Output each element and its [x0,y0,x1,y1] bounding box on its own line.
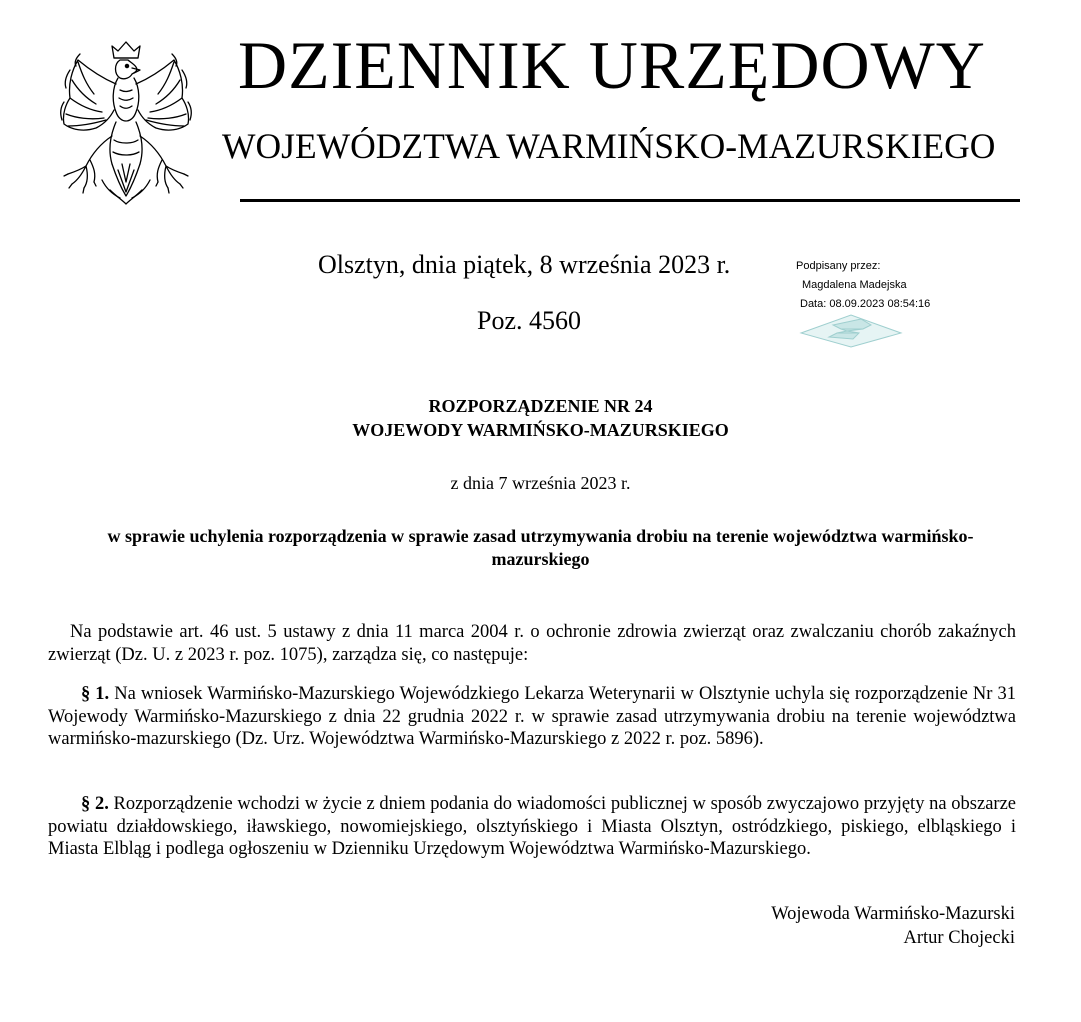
legal-basis-paragraph: Na podstawie art. 46 ust. 5 ustawy z dnia 11 marca 2004 r. o ochronie zdrowia zwierząt oraz zwalczaniu chorób zakaźnych zwierząt (Dz. U. z 2023 r. poz. 1075), zarządza się, co następuje: [48,622,1016,665]
section-2-paragraph [48,793,1016,861]
signer-name: Artur Chojecki [903,928,1015,948]
header-divider [240,199,1020,202]
journal-subtitle: WOJEWÓDZTWA WARMIŃSKO-MAZURSKIEGO [222,126,996,166]
section-2-mark: § 2. [81,794,109,814]
e-signature-logo-icon [797,311,905,349]
regulation-title: ROZPORZĄDZENIE NR 24 [428,396,653,416]
regulation-subject: w sprawie uchylenia rozporządzenia w sprawie zasad utrzymywania drobiu na terenie województwa warmińsko-mazurskiego [107,526,974,569]
publication-dateline: Olsztyn, dnia piątek, 8 września 2023 r. [318,250,731,279]
section-1-text: Na wniosek Warmińsko-Mazurskiego Wojewódzkiego Lekarza Weterynarii w Olsztynie uchyla się rozporządzenie Nr 31 Wojewody Warmińsko-Mazurskiego z dnia 22 grudnia 2022 r. w sprawie zasad utrzymywania drobiu na terenie województwa warmińsko-mazurskiego (Dz. Urz. Województwa Warmińsko-Mazurskiego z 2022 r. poz. 5896). [48,684,1017,749]
signature-date: Data: 08.09.2023 08:54:16 [800,298,931,310]
position-number: Poz. 4560 [477,306,581,335]
signer-role: Wojewoda Warmińsko-Mazurski [771,904,1015,924]
polish-eagle-emblem-icon [50,40,202,206]
journal-title: DZIENNIK URZĘDOWY [238,27,986,103]
section-1-mark: § 1. [81,684,110,704]
signature-name: Magdalena Madejska [802,279,907,291]
regulation-date: z dnia 7 września 2023 r. [450,473,631,493]
section-2-text: Rozporządzenie wchodzi w życie z dniem podania do wiadomości publicznej w sposób zwyczajowo przyjęty na obszarze powiatu działdowskiego, iławskiego, nowomiejskiego, olsztyńskiego i Miasta Olsztyn, ostródzkiego, piskiego, elbląskiego i Miasta Elbląg i podlega ogłoszeniu w Dzienniku Urzędowym Województwa Warmińsko-Mazurskiego. [48,794,1016,859]
regulation-issuer: WOJEWODY WARMIŃSKO-MAZURSKIEGO [352,420,729,440]
section-1-paragraph [48,683,1016,751]
signature-label: Podpisany przez: [796,260,881,272]
